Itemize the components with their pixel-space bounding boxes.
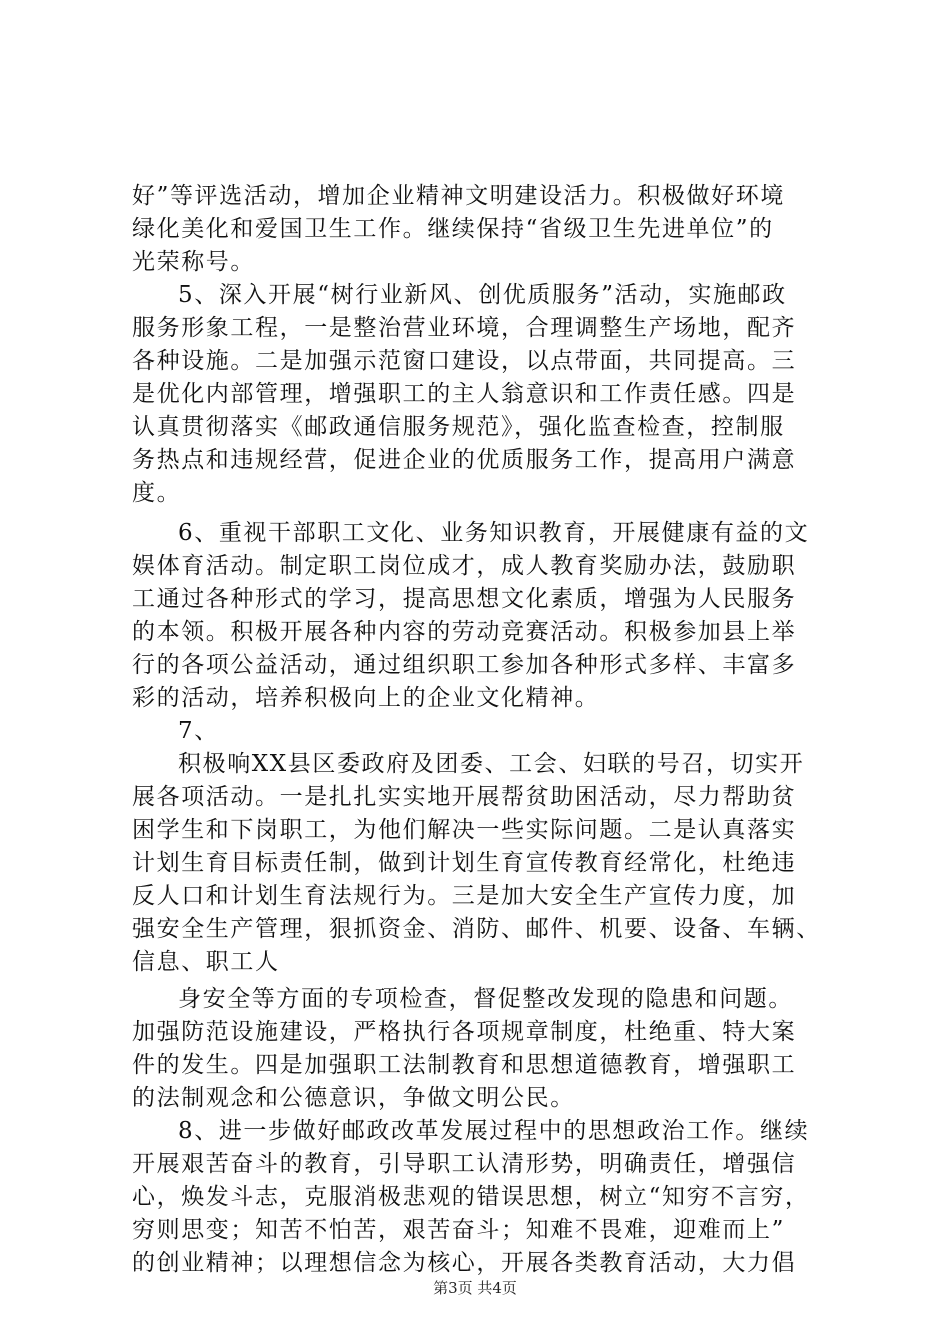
text-line: 心，焕发斗志，克服消极悲观的错误思想，树立“知穷不言穷， [132,1184,810,1210]
paragraph-7-number: 7、 [178,718,219,744]
text-line: 反人口和计划生育法规行为。三是加大安全生产宣传力度，加 [132,883,797,909]
text-line: 行的各项公益活动，通过组织职工参加各种形式多样、丰富多 [132,652,797,678]
continued-paragraph-start: 身安全等方面的专项检查，督促整改发现的隐患和问题。 [178,986,793,1012]
text-line: 展各项活动。一是扎扎实实地开展帮贫助困活动，尽力帮助贫 [132,784,797,810]
text-line: 开展艰苦奋斗的教育，引导职工认清形势，明确责任，增强信 [132,1151,797,1177]
paragraph-8-start: 8、进一步做好邮政改革发展过程中的思想政治工作。继续 [178,1118,810,1144]
text-line: 绿化美化和爱国卫生工作。继续保持“省级卫生先进单位”的 [132,216,774,242]
text-line: 的本领。积极开展各种内容的劳动竞赛活动。积极参加县上举 [132,619,797,645]
text-line: 服务形象工程，一是整治营业环境，合理调整生产场地，配齐 [132,315,797,341]
text-line: 光荣称号。 [132,249,255,275]
text-line: 各种设施。二是加强示范窗口建设，以点带面，共同提高。三 [132,348,797,374]
text-line: 工通过各种形式的学习，提高思想文化素质，增强为人民服务 [132,586,797,612]
text-line: 度。 [132,480,182,506]
text-line: 认真贯彻落实《邮政通信服务规范》，强化监查检查，控制服 [132,414,785,440]
paragraph-5-start: 5、深入开展“树行业新风、创优质服务”活动，实施邮政 [178,282,787,308]
paragraph-6-start: 6、重视干部职工文化、业务知识教育，开展健康有益的文 [178,520,810,546]
text-line: 务热点和违规经营，促进企业的优质服务工作，提高用户满意 [132,447,797,473]
text-line: 计划生育目标责任制，做到计划生育宣传教育经常化，杜绝违 [132,850,797,876]
text-line: 是优化内部管理，增强职工的主人翁意识和工作责任感。四是 [132,381,797,407]
text-line: 信息、职工人 [132,949,280,975]
text-line: 的法制观念和公德意识，争做文明公民。 [132,1085,575,1111]
text-line: 彩的活动，培养积极向上的企业文化精神。 [132,685,600,711]
text-line: 穷则思变；知苦不怕苦，艰苦奋斗；知难不畏难，迎难而上” [132,1217,785,1243]
text-line: 的创业精神；以理想信念为核心，开展各类教育活动，大力倡 [132,1250,797,1276]
paragraph-7-start: 积极响XX县区委政府及团委、工会、妇联的号召，切实开 [178,751,805,777]
text-line: 娱体育活动。制定职工岗位成才，成人教育奖励办法，鼓励职 [132,553,797,579]
text-line: 好”等评选活动，增加企业精神文明建设活力。积极做好环境 [132,183,785,209]
page-number-footer: 第3页 共4页 [433,1279,517,1297]
text-line: 困学生和下岗职工，为他们解决一些实际问题。二是认真落实 [132,817,797,843]
text-line: 件的发生。四是加强职工法制教育和思想道德教育，增强职工 [132,1052,797,1078]
text-line: 强安全生产管理，狠抓资金、消防、邮件、机要、设备、车辆、 [132,916,821,942]
text-line: 加强防范设施建设，严格执行各项规章制度，杜绝重、特大案 [132,1019,797,1045]
